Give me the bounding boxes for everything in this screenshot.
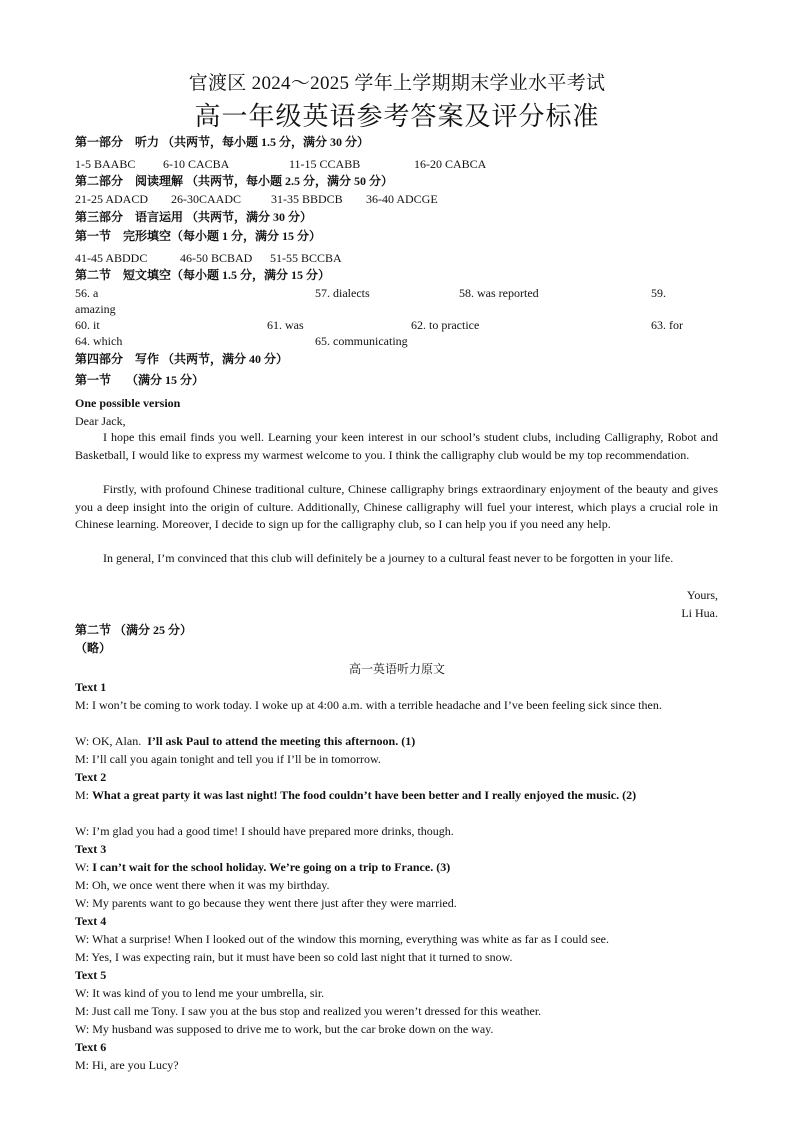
part3-cloze-answer: 46-50 BCBAD <box>180 251 253 265</box>
fill-answer: 56. a <box>75 286 99 300</box>
dialogue-line <box>75 787 719 805</box>
dialogue-line: W: My husband was supposed to drive me to work, but the car broke down on the way. <box>75 1022 494 1036</box>
part2-answer: 36-40 ADCGE <box>366 192 438 206</box>
letter-paragraph: I hope this email finds you well. Learning your keen interest in our school’s student clubs, including Calligraphy, Robot and Basketball, I would like to express my warmest welcome to you. I think the calligraphy club would be my top recommendation. <box>75 430 718 462</box>
dialogue-line <box>75 860 450 875</box>
fill-answer: 60. it <box>75 318 100 332</box>
part1-heading: 第一部分 听力 （共两节，每小题 1.5 分，满分 30 分） <box>75 135 370 149</box>
part2-answer: 26-30CAADC <box>171 192 242 206</box>
letter-paragraph: Firstly, with profound Chinese traditional culture, Chinese calligraphy brings extraordinary enjoyment of the beauty and gives you a deep insight into the origin of culture. Additionally, Chinese calligraphy will fuel your interest, which plays a crucial role in Chinese learning. Moreover, I decide to sign up for the calligraphy club, so I can help you if you need any help. <box>75 482 718 532</box>
exam-title: 官渡区 2024～2025 学年上学期期末学业水平考试 <box>188 73 606 94</box>
part1-answer: 6-10 CACBA <box>163 157 230 171</box>
dialogue-answer-cue: I’ll ask Paul to attend the meeting this afternoon. (1) <box>147 734 416 748</box>
fill-answer: 64. which <box>75 334 123 348</box>
part3-cloze-answer: 51-55 BCCBA <box>270 251 342 265</box>
text-label: Text 1 <box>75 680 107 694</box>
fill-answer: 62. to practice <box>411 318 480 332</box>
part4-section2-heading: 第二节 （满分 25 分） <box>75 623 193 637</box>
text-label: Text 6 <box>75 1040 107 1054</box>
letter-paragraph: In general, I’m convinced that this club will definitely be a journey to a cultural feast never to be forgotten in your life. <box>103 551 674 565</box>
part1-answer: 16-20 CABCA <box>414 157 487 171</box>
part4-section2-note: （略） <box>75 641 112 655</box>
part4-section1-heading: 第一节 （满分 15 分） <box>75 373 205 387</box>
part2-heading: 第二部分 阅读理解 （共两节，每小题 2.5 分，满分 50 分） <box>75 174 394 188</box>
fill-answer: 58. was reported <box>459 286 539 300</box>
sample-version-label: One possible version <box>75 396 181 410</box>
dialogue-speaker: W: <box>75 860 90 874</box>
dialogue-line: M: Just call me Tony. I saw you at the bus stop and realized you weren’t dressed for this weather. <box>75 1004 542 1018</box>
text-label: Text 2 <box>75 770 107 784</box>
part3-section1-heading: 第一节 完形填空（每小题 1 分，满分 15 分） <box>75 229 322 243</box>
fill-answer: 61. was <box>267 318 304 332</box>
dialogue-speaker-text: W: OK, Alan. <box>75 734 142 748</box>
text-label: Text 3 <box>75 842 107 856</box>
fill-answer: 57. dialects <box>315 286 370 300</box>
fill-answer: 65. communicating <box>315 334 408 348</box>
dialogue-line: W: I’m glad you had a good time! I should have prepared more drinks, though. <box>75 824 454 838</box>
part3-cloze-answer: 41-45 ABDDC <box>75 251 148 265</box>
part4-heading: 第四部分 写作 （共两节，满分 40 分） <box>75 352 289 366</box>
text-label: Text 4 <box>75 914 107 928</box>
dialogue-line: W: My parents want to go because they went there just after they were married. <box>75 896 457 910</box>
part2-answer: 21-25 ADACD <box>75 192 149 206</box>
dialogue-line: W: What a surprise! When I looked out of the window this morning, everything was white as far as I could see. <box>75 932 609 946</box>
dialogue-line: M: Hi, are you Lucy? <box>75 1058 179 1072</box>
answer-key-title: 高一年级英语参考答案及评分标准 <box>194 102 600 131</box>
dialogue-speaker: M: <box>75 788 90 802</box>
letter-greeting: Dear Jack, <box>75 414 126 428</box>
dialogue-line: M: Oh, we once went there when it was my birthday. <box>75 878 330 892</box>
part3-heading: 第三部分 语言运用 （共两节，满分 30 分） <box>75 210 313 224</box>
dialogue-answer-cue: What a great party it was last night! The food couldn’t have been better and I really enjoyed the music. (2) <box>92 788 637 802</box>
part1-answer: 11-15 CCABB <box>289 157 361 171</box>
fill-answer: 59. <box>651 286 666 300</box>
letter-closing: Yours, <box>686 588 718 602</box>
transcript-title: 高一英语听力原文 <box>348 662 445 676</box>
fill-answer-wrap: amazing <box>75 302 116 316</box>
fill-answer: 63. for <box>651 318 683 332</box>
dialogue-line: M: I’ll call you again tonight and tell you if I’ll be in tomorrow. <box>75 752 381 766</box>
part1-answer: 1-5 BAABC <box>75 157 136 171</box>
dialogue-line: W: It was kind of you to lend me your umbrella, sir. <box>75 986 325 1000</box>
text-label: Text 5 <box>75 968 107 982</box>
dialogue-line <box>75 734 415 749</box>
dialogue-answer-cue: I can’t wait for the school holiday. We’re going on a trip to France. (3) <box>92 860 451 874</box>
part3-section2-heading: 第二节 短文填空（每小题 1.5 分，满分 15 分） <box>75 268 331 282</box>
letter-signature: Li Hua. <box>681 606 718 620</box>
dialogue-line: M: Yes, I was expecting rain, but it must have been so cold last night that it turned to snow. <box>75 950 513 964</box>
part2-answer: 31-35 BBDCB <box>271 192 343 206</box>
dialogue-line: M: I won’t be coming to work today. I woke up at 4:00 a.m. with a terrible headache and I’ve been feeling sick since then. <box>75 698 662 712</box>
